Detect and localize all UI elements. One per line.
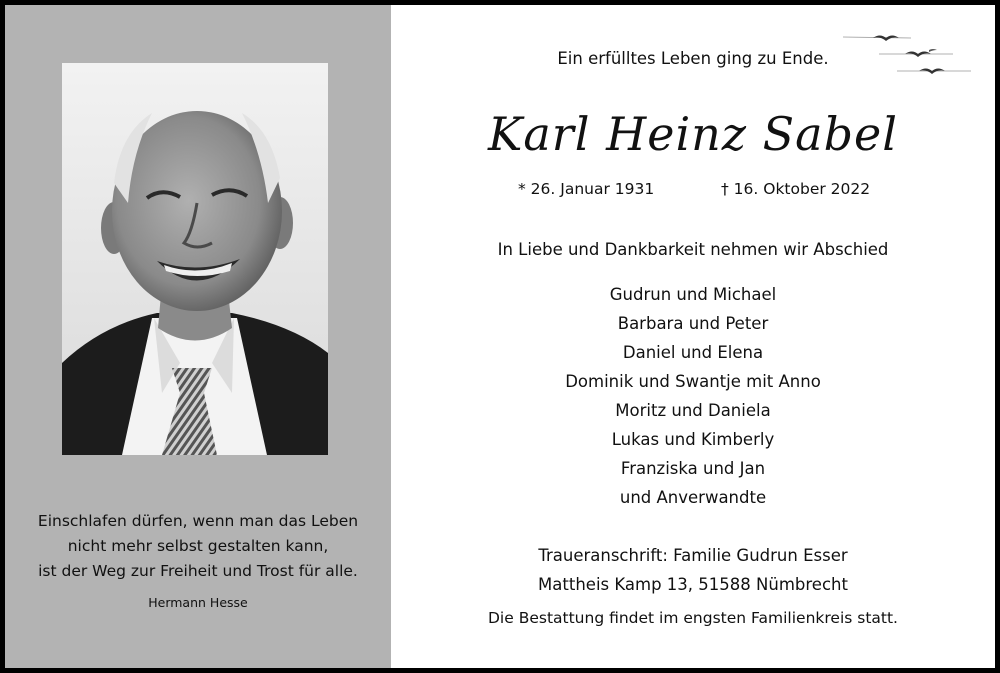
funeral-note: Die Bestattung findet im engsten Familienkreis statt. <box>488 609 898 627</box>
quote-line: Einschlafen dürfen, wenn man das Leben <box>37 512 359 530</box>
quote-author: Hermann Hesse <box>148 595 248 610</box>
quote-line: nicht mehr selbst gestalten kann, <box>67 537 329 555</box>
mourner-item: Moritz und Daniela <box>615 401 771 420</box>
left-panel <box>5 5 391 668</box>
deceased-name: Karl Heinz Sabel <box>488 107 898 161</box>
death-date: † 16. Oktober 2022 <box>721 180 871 198</box>
mourner-item: Barbara und Peter <box>617 314 769 333</box>
address-line-1: Traueranschrift: Familie Gudrun Esser <box>538 546 848 565</box>
mourner-item: Franziska und Jan <box>620 459 766 478</box>
mourner-item: Daniel und Elena <box>622 343 764 362</box>
mourner-item: Dominik und Swantje mit Anno <box>565 372 821 391</box>
obituary-card <box>5 5 995 668</box>
quote-text <box>5 509 391 584</box>
intro-text: Ein erfülltes Leben ging zu Ende. <box>557 49 829 68</box>
address-line-2: Mattheis Kamp 13, 51588 Nümbrecht <box>538 575 848 594</box>
mourners-list <box>391 280 995 512</box>
mourner-item: Lukas und Kimberly <box>611 430 775 449</box>
right-panel <box>391 5 995 668</box>
farewell-line: In Liebe und Dankbarkeit nehmen wir Abschied <box>497 240 889 259</box>
birds-icon <box>843 29 973 84</box>
birth-date: * 26. Januar 1931 <box>518 180 655 198</box>
mourner-item: Gudrun und Michael <box>609 285 777 304</box>
portrait-photo <box>62 63 328 455</box>
quote-line: ist der Weg zur Freiheit und Trost für alle. <box>38 562 358 580</box>
mourner-item: und Anverwandte <box>619 488 767 507</box>
